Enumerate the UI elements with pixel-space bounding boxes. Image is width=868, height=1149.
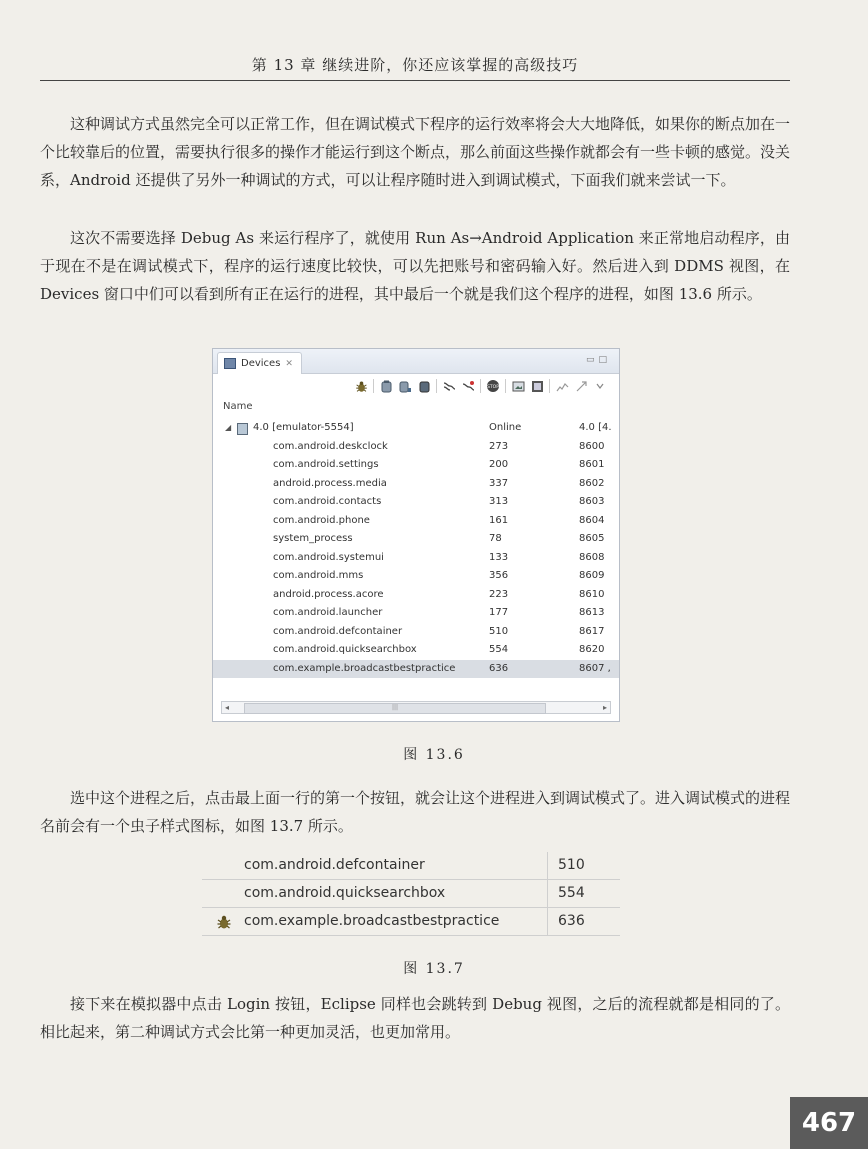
emulator-device-icon xyxy=(237,423,248,435)
page-number: 467 xyxy=(790,1097,868,1149)
process-name: com.android.mms xyxy=(273,570,364,581)
process-pid: 636 xyxy=(489,662,509,674)
process-port: 8617 xyxy=(579,625,605,637)
figure-13-7-table xyxy=(202,852,620,936)
start-method-profiling-icon[interactable] xyxy=(461,379,475,393)
process-row[interactable] xyxy=(213,456,619,475)
running-header: 第 13 章 继续进阶，你还应该掌握的高级技巧 xyxy=(251,56,579,74)
devices-panel xyxy=(212,348,620,722)
process-port: 8605 xyxy=(579,533,605,544)
toolbar-separator xyxy=(436,379,437,393)
process-pid: 510 xyxy=(558,857,585,873)
process-pid: 78 xyxy=(489,533,502,544)
process-row[interactable] xyxy=(213,475,619,494)
update-threads-icon[interactable] xyxy=(442,379,456,393)
device-name: 4.0 [emulator-5554] xyxy=(253,422,354,433)
start-opengl-trace-icon[interactable] xyxy=(574,379,588,393)
horizontal-scrollbar[interactable] xyxy=(221,701,611,714)
process-pid: 337 xyxy=(489,477,509,489)
figure-13-6-caption: 图 13.6 xyxy=(403,747,465,763)
capture-systrace-icon[interactable] xyxy=(555,379,569,393)
process-name: com.android.deskclock xyxy=(273,440,388,452)
toolbar-separator xyxy=(480,379,481,393)
device-status: Online xyxy=(489,422,522,433)
paragraph-4: 接下来在模拟器中点击 Login 按钮，Eclipse 同样也会跳转到 Debug 视图，之后的流程就都是相同的了。相比起来，第二种调试方式会比第一种更加灵活，也更加常用。 xyxy=(40,995,790,1041)
process-row[interactable] xyxy=(213,660,619,679)
header-rule xyxy=(40,80,790,81)
paragraph-1: 这种调试方式虽然完全可以正常工作，但在调试模式下程序的运行效率将会大大地降低，如果你的断点加在一个比较靠后的位置，需要执行很多的操作才能运行到这个断点，那么前面这些操作就都会有一些卡顿的感觉。没关系，Android 还提供了另外一种调试的方式，可以让程序随时进入到调试模式，下面我们就来尝试一下。 xyxy=(40,115,791,189)
process-row[interactable] xyxy=(213,567,619,586)
process-row[interactable] xyxy=(213,530,619,549)
dump-hprof-icon[interactable] xyxy=(398,379,412,393)
view-menu-icon[interactable] xyxy=(593,379,607,393)
process-port: 8600 xyxy=(579,440,605,452)
process-pid: 554 xyxy=(489,644,509,655)
process-pid: 223 xyxy=(489,588,509,600)
name-column-header[interactable]: Name xyxy=(223,401,253,412)
process-name: com.android.settings xyxy=(273,459,379,470)
process-pid: 313 xyxy=(489,496,509,507)
process-pid: 200 xyxy=(489,459,509,470)
process-row[interactable] xyxy=(213,641,619,660)
process-name: com.android.quicksearchbox xyxy=(273,644,417,655)
devices-tab-label: Devices xyxy=(241,358,281,369)
table-row[interactable] xyxy=(202,908,620,936)
table-row[interactable] xyxy=(202,852,620,880)
process-port: 8603 xyxy=(579,496,605,507)
process-pid: 133 xyxy=(489,551,509,563)
process-pid: 273 xyxy=(489,440,509,452)
expand-arrow-icon[interactable]: ◢ xyxy=(225,423,232,432)
maximize-icon[interactable]: □ xyxy=(598,355,611,365)
table-row[interactable] xyxy=(202,880,620,908)
process-name: com.android.contacts xyxy=(273,496,382,507)
process-name: android.process.acore xyxy=(273,588,384,600)
process-row[interactable] xyxy=(213,512,619,531)
process-row[interactable] xyxy=(213,549,619,568)
scroll-right-icon[interactable]: ▸ xyxy=(602,703,607,712)
device-row[interactable] xyxy=(213,419,619,438)
process-pid: 356 xyxy=(489,570,509,581)
figure-13-7-caption: 图 13.7 xyxy=(403,961,465,977)
toolbar-separator xyxy=(549,379,550,393)
process-port: 8620 xyxy=(579,644,605,655)
process-port: 8608 xyxy=(579,551,605,563)
minimize-icon[interactable]: ▭ xyxy=(585,355,599,365)
process-name: com.android.launcher xyxy=(273,607,383,618)
debug-bug-icon xyxy=(216,913,232,929)
screen-capture-icon[interactable] xyxy=(511,379,525,393)
process-port: 8601 xyxy=(579,459,605,470)
devices-tab-bar xyxy=(213,349,619,374)
process-row[interactable] xyxy=(213,604,619,623)
process-pid: 636 xyxy=(558,913,585,929)
device-version: 4.0 [4. xyxy=(579,422,612,433)
process-name: system_process xyxy=(273,533,353,544)
process-name: com.example.broadcastbestpractice xyxy=(273,662,456,674)
process-pid: 161 xyxy=(489,514,509,526)
window-buttons xyxy=(586,355,611,365)
process-row[interactable] xyxy=(213,438,619,457)
scroll-left-icon[interactable]: ◂ xyxy=(225,703,230,712)
update-heap-icon[interactable] xyxy=(379,379,393,393)
devices-toolbar xyxy=(213,373,619,399)
process-pid: 510 xyxy=(489,625,509,637)
process-name: com.android.systemui xyxy=(273,551,384,563)
cause-gc-icon[interactable] xyxy=(417,379,431,393)
process-pid: 177 xyxy=(489,607,509,618)
stop-process-icon[interactable] xyxy=(486,379,500,393)
debug-bug-icon[interactable] xyxy=(354,379,368,393)
close-icon[interactable]: ✕ xyxy=(285,358,293,369)
toolbar-separator xyxy=(505,379,506,393)
process-port: 8609 xyxy=(579,570,605,581)
process-name: com.android.defcontainer xyxy=(244,857,425,873)
process-port: 8607 , xyxy=(579,662,611,674)
process-port: 8604 xyxy=(579,514,605,526)
process-name: android.process.media xyxy=(273,477,387,489)
devices-tab[interactable] xyxy=(217,352,302,374)
process-port: 8613 xyxy=(579,607,605,618)
process-name: com.example.broadcastbestpractice xyxy=(244,913,500,929)
process-row[interactable] xyxy=(213,586,619,605)
dump-view-hierarchy-icon[interactable] xyxy=(530,379,544,393)
process-port: 8610 xyxy=(579,588,605,600)
svg-text:STOP: STOP xyxy=(487,385,499,390)
paragraph-3: 选中这个进程之后，点击最上面一行的第一个按钮，就会让这个进程进入到调试模式了。进入调试模式的进程名前会有一个虫子样式图标，如图 13.7 所示。 xyxy=(40,789,791,835)
process-name: com.android.phone xyxy=(273,514,370,526)
process-list xyxy=(213,419,619,678)
scrollbar-thumb[interactable]: ||| xyxy=(244,703,546,714)
process-port: 8602 xyxy=(579,477,605,489)
process-row[interactable] xyxy=(213,623,619,642)
process-name: com.android.quicksearchbox xyxy=(244,885,446,901)
process-pid: 554 xyxy=(558,885,585,901)
toolbar-separator xyxy=(373,379,374,393)
paragraph-2: 这次不需要选择 Debug As 来运行程序了，就使用 Run As→Android Application 来正常地启动程序，由于现在不是在调试模式下，程序的运行速度比较快，可以先把账号和密码输入好。然后进入到 DDMS 视图，在 Devices 窗口中们可以看到所有正在运行的进程，其中最后一个就是我们这个程序的进程，如图 13.6 所示。 xyxy=(40,229,790,303)
devices-view-icon xyxy=(224,358,236,369)
process-name: com.android.defcontainer xyxy=(273,625,403,637)
process-row[interactable] xyxy=(213,493,619,512)
